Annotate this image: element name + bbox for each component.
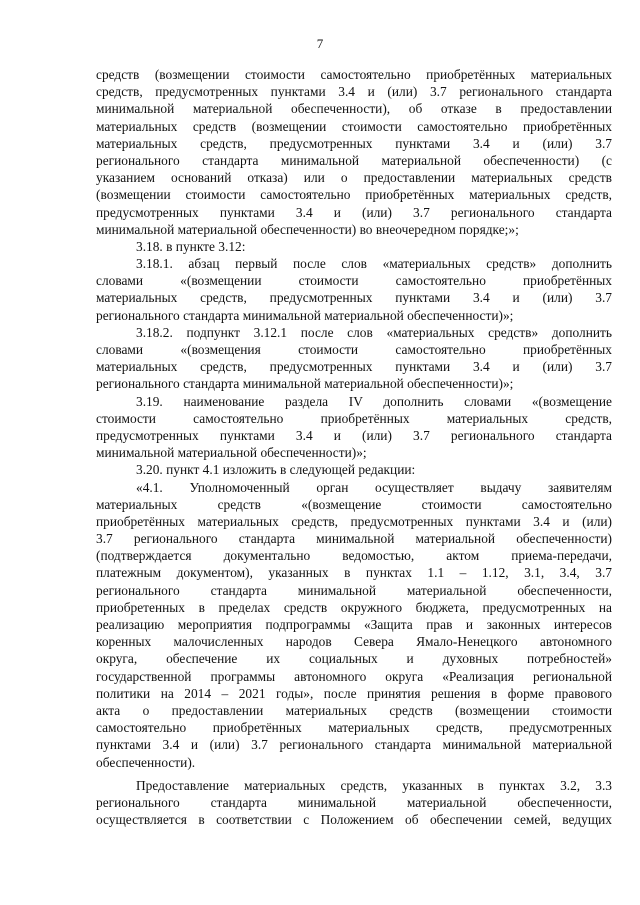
document-body bbox=[96, 66, 612, 828]
text-line: регионального стандарта минимальной материальной обеспеченности, bbox=[96, 582, 612, 598]
text-line: минимальной материальной обеспеченности), об отказе в предоставлении bbox=[96, 101, 612, 117]
text-line: регионального стандарта минимальной материальной обеспеченности, bbox=[96, 794, 612, 810]
text-line: материальных средств, предусмотренных пунктами 3.4 и (или) 3.7 bbox=[96, 290, 612, 306]
text-line: материальных средств «(возмещение стоимости самостоятельно bbox=[96, 496, 612, 512]
text-line: минимальной материальной обеспеченности) во внеочередном порядке;»; bbox=[96, 221, 519, 237]
text-line: 3.7 регионального стандарта минимальной материальной обеспеченности) bbox=[96, 531, 612, 547]
text-line: регионального стандарта минимальной материальной обеспеченности)»; bbox=[96, 307, 514, 323]
text-line: (подтверждается документально ведомостью, актом приема-передачи, bbox=[96, 548, 612, 564]
text-line: приобретённых материальных средств, предусмотренных пунктами 3.4 и (или) bbox=[96, 513, 612, 529]
text-line: указанием оснований отказа) или о предоставлении материальных средств bbox=[96, 170, 612, 186]
text-line: предусмотренных пунктами 3.4 и (или) 3.7 регионального стандарта bbox=[96, 427, 612, 443]
text-line: платежным документом), указанных в пунктах 1.1 – 1.12, 3.1, 3.4, 3.7 bbox=[96, 565, 612, 581]
text-line: предусмотренных пунктами 3.4 и (или) 3.7 регионального стандарта bbox=[96, 204, 612, 220]
text-line: акта о предоставлении материальных средств (возмещении стоимости bbox=[96, 702, 612, 718]
text-line: пунктами 3.4 и (или) 3.7 регионального стандарта минимальной материальной bbox=[96, 737, 612, 753]
text-line: регионального стандарта минимальной материальной обеспеченности)»; bbox=[96, 376, 514, 392]
text-line: словами «(возмещения стоимости самостоятельно приобретённых bbox=[96, 342, 612, 357]
text-line: обеспеченности). bbox=[96, 754, 196, 770]
text-line: политики на 2014 – 2021 годы», после принятия решения в форме правового bbox=[96, 685, 612, 701]
text-line: осуществляется в соответствии с Положением об обеспечении семей, ведущих bbox=[96, 812, 612, 828]
text-line: 3.19. наименование раздела IV дополнить словами «(возмещение bbox=[136, 393, 612, 409]
text-line: минимальной материальной обеспеченности)»; bbox=[96, 445, 367, 461]
text-line: Предоставление материальных средств, указанных в пунктах 3.2, 3.3 bbox=[136, 777, 612, 793]
text-line: округа, обеспечение их социальных и духовных потребностей» bbox=[96, 651, 612, 667]
text-line: коренных малочисленных народов Севера Ямало-Ненецкого автономного bbox=[96, 634, 612, 650]
text-line: словами «(возмещении стоимости самостоятельно приобретённых bbox=[96, 273, 612, 289]
text-line: 3.20. пункт 4.1 изложить в следующей редакции: bbox=[136, 462, 416, 478]
text-line: материальных средств, предусмотренных пунктами 3.4 и (или) 3.7 bbox=[96, 359, 612, 375]
text-line: «4.1. Уполномоченный орган осуществляет выдачу заявителям bbox=[136, 479, 612, 495]
text-line: 3.18.2. подпункт 3.12.1 после слов «материальных средств» дополнить bbox=[136, 324, 612, 340]
text-line: 3.18.1. абзац первый после слов «материальных средств» дополнить bbox=[136, 256, 612, 272]
text-line: материальных средств, предусмотренных пунктами 3.4 и (или) 3.7 bbox=[96, 135, 612, 151]
text-line: средств, предусмотренных пунктами 3.4 и (или) 3.7 регионального стандарта bbox=[96, 84, 612, 100]
text-line: регионального стандарта минимальной материальной обеспеченности) (с bbox=[96, 152, 612, 168]
text-line: стоимости самостоятельно приобретённых материальных средств, bbox=[96, 410, 612, 426]
text-line: государственной программы автономного округа «Реализация региональной bbox=[96, 668, 612, 684]
text-line: самостоятельно приобретённых материальных средств, предусмотренных bbox=[96, 720, 612, 736]
text-line: приобретенных в пределах средств окружного бюджета, предусмотренных на bbox=[96, 599, 612, 615]
text-line: средств (возмещении стоимости самостоятельно приобретённых материальных bbox=[96, 67, 612, 82]
text-line: 3.18. в пункте 3.12: bbox=[136, 238, 246, 254]
text-line: материальных средств (возмещении стоимости самостоятельно приобретённых bbox=[96, 118, 612, 134]
page-number: 7 bbox=[316, 36, 324, 51]
text-line: реализацию мероприятия подпрограммы «Защита прав и законных интересов bbox=[96, 617, 612, 632]
text-line: (возмещении стоимости самостоятельно приобретённых материальных средств, bbox=[96, 187, 612, 203]
